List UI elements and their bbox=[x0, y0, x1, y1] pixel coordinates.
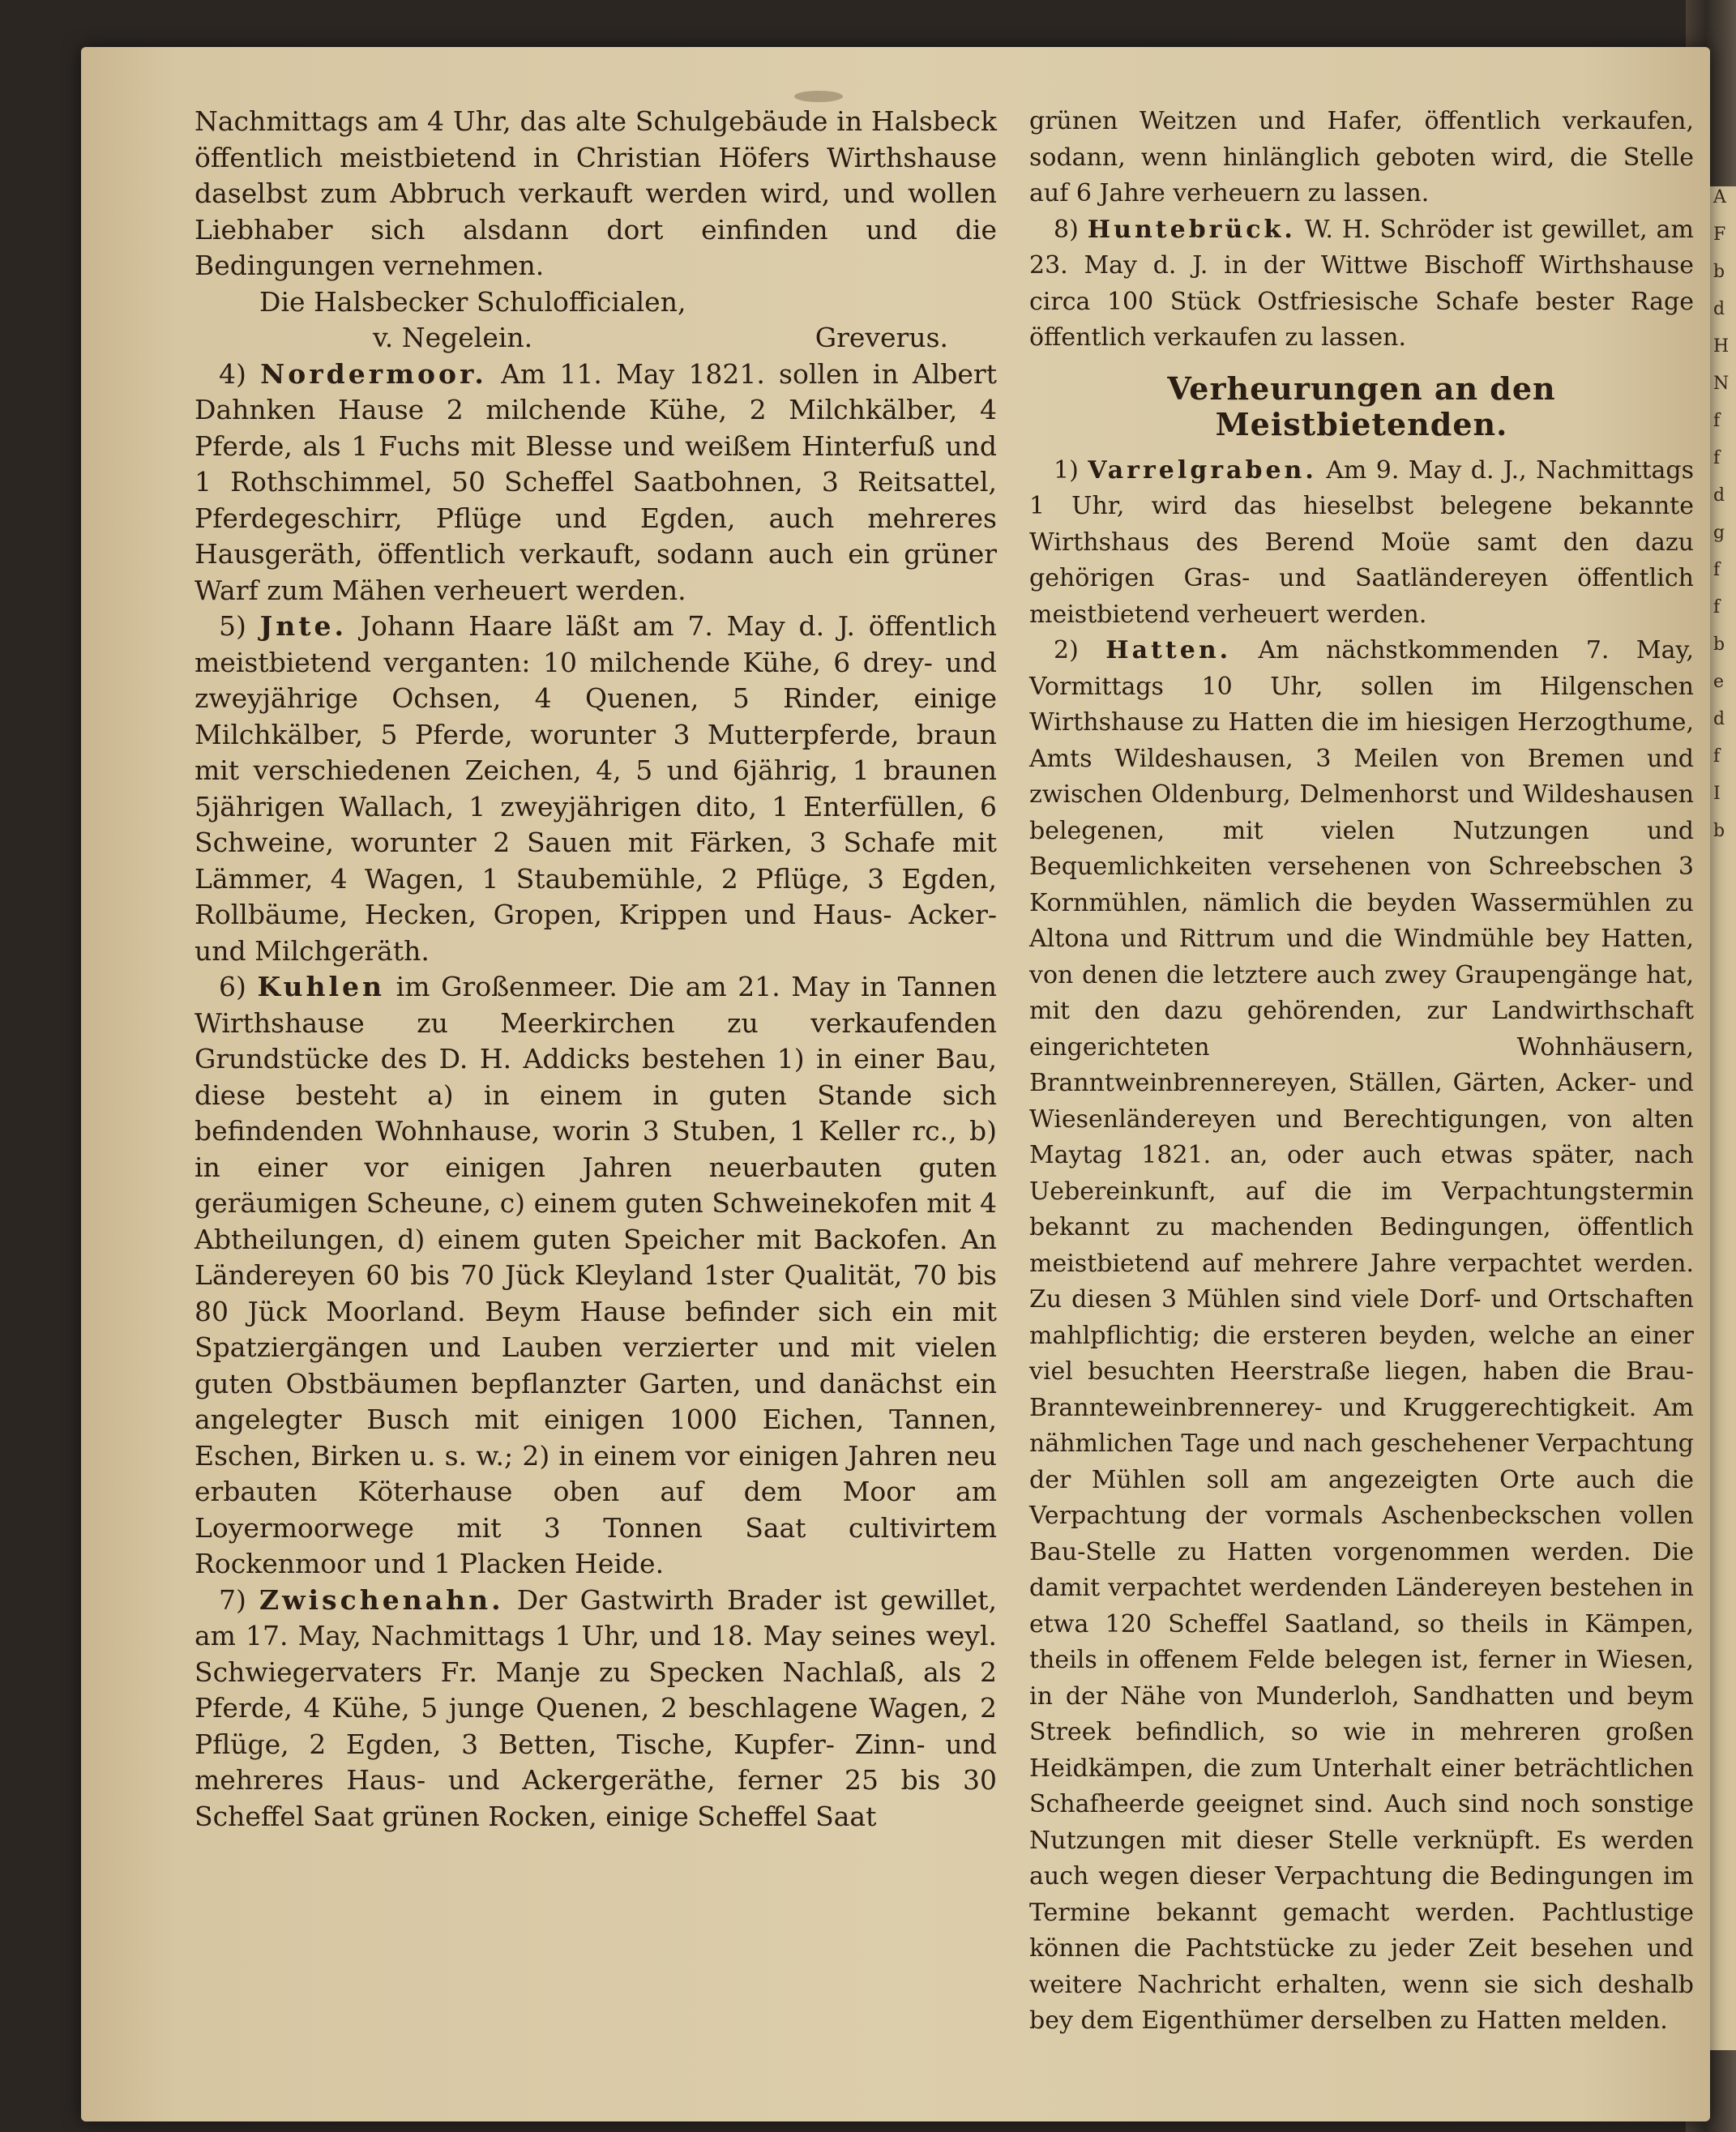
left-column bbox=[195, 104, 997, 1835]
entry-number: 1) bbox=[1054, 455, 1079, 485]
ink-smudge bbox=[794, 91, 843, 102]
next-page-letter: f bbox=[1713, 448, 1721, 468]
next-page-letter: H bbox=[1713, 336, 1730, 357]
entry-place: Jnte. bbox=[259, 610, 347, 642]
continued-paragraph: Nachmittags am 4 Uhr, das alte Schulgebäude in Halsbeck öffentlich meistbietend in Christian Höfers Wirthshause daselbst zum Abbruch verkauft werden wird, und wollen Liebhaber sich alsdann dort einfinden und die Bedingungen vernehmen. bbox=[195, 105, 997, 281]
next-page-letter: f bbox=[1713, 746, 1721, 767]
entry-number: 4) bbox=[219, 357, 246, 390]
entry-place: Kuhlen bbox=[257, 971, 385, 1002]
next-page-letter: d bbox=[1713, 299, 1725, 319]
signature-name: v. Negelein. bbox=[373, 322, 533, 353]
next-page-letter: e bbox=[1713, 672, 1725, 692]
entry-number: 7) bbox=[219, 1583, 246, 1616]
next-page-letter: I bbox=[1713, 784, 1721, 804]
notice-entry-6 bbox=[195, 969, 997, 1583]
next-page-edge bbox=[1708, 186, 1736, 2050]
next-page-letter: d bbox=[1713, 709, 1725, 729]
entry-text: W. H. Schröder ist gewillet, am 23. May d. J. in der Wittwe Bischoff Wirthshause circa 100 Stück Ostfriesische Schafe bester Rage öffentlich verkaufen zu lassen. bbox=[1029, 215, 1694, 352]
next-page-letter: f bbox=[1713, 597, 1721, 617]
entry-text: im Großenmeer. Die am 21. May in Tannen Wirthshause zu Meerkirchen zu verkaufenden Grundstücke des D. H. Addicks bestehen 1) in einer Bau, diese besteht a) in einem in guten Stande sich befindenden Wohnhause, worin 3 Stuben, 1 Keller rc., b) in einer vor einigen Jahren neuerbauten guten geräumigen Scheune, c) einem guten Schweinekofen mit 4 Abtheilungen, d) einem guten Speicher mit Backofen. An Ländereyen 60 bis 70 Jück Kleyland 1ster Qualität, 70 bis 80 Jück Moorland. Beym Hause befinder sich ein mit Spatziergängen und Lauben verzierter und mit vielen guten Obstbäumen bepflanzter Garten, und danächst ein angelegter Busch mit einigen 1000 Eichen, Tannen, Eschen, Birken u. s. w.; 2) in einem vor einigen Jahren neu erbauten Köterhause oben auf dem Moor am Loyermoorwege mit 3 Tonnen Saat cultivirtem Rockenmoor und 1 Placken Heide. bbox=[195, 971, 997, 1579]
section-heading: Verheurungen an den Meistbietenden. bbox=[1167, 370, 1556, 442]
next-page-letter: A bbox=[1713, 187, 1726, 207]
entry-text: Am 11. May 1821. sollen in Albert Dahnken Hause 2 milchende Kühe, 2 Milchkälber, 4 Pferde, als 1 Fuchs mit Blesse und weißem Hinterfuß und 1 Rothschimmel, 50 Scheffel Saatbohnen, 3 Reitsattel, Pferdegeschirr, Pflüge und Egden, auch mehreres Hausgeräth, öffentlich verkauft, sodann auch ein grüner Warf zum Mähen verheuert werden. bbox=[195, 357, 997, 606]
entry-text: Der Gastwirth Brader ist gewillet, am 17. May, Nachmittags 1 Uhr, und 18. May seines weyl. Schwiegervaters Fr. Manje zu Specken Nachlaß, als 2 Pferde, 4 Kühe, 5 junge Quenen, 2 beschlagene Wagen, 2 Pflüge, 2 Egden, 3 Betten, Tische, Kupfer- Zinn- und mehreres Haus- und Ackergeräthe, ferner 25 bis 30 Scheffel Saat grünen Rocken, einige Scheffel Saat bbox=[195, 1583, 998, 1832]
next-page-letter: b bbox=[1713, 634, 1725, 655]
next-page-letter: F bbox=[1713, 224, 1726, 245]
next-page-letter: f bbox=[1713, 560, 1721, 580]
continued-paragraph: grünen Weitzen und Hafer, öffentlich verkaufen, sodann, wenn hinlänglich geboten wird, die Stelle auf 6 Jahre verheuern zu lassen. bbox=[1029, 107, 1694, 207]
next-page-letter: d bbox=[1713, 485, 1725, 506]
entry-number: 5) bbox=[219, 610, 246, 642]
entry-number: 8) bbox=[1054, 215, 1079, 244]
entry-text: Am nächstkommenden 7. May, Vormittags 10 Uhr, sollen im Hilgenschen Wirthshause zu Hatten die im hiesigen Herzogthume, Amts Wildeshausen, 3 Meilen von Bremen und zwischen Oldenburg, Delmenhorst und Wildeshausen belegenen, mit vielen Nutzungen und Bequemlichkeiten versehenen von Schreebschen 3 Kornmühlen, nämlich die beyden Wassermühlen zu Altona und Rittrum und die Windmühle bey Hatten, von denen die letztere auch zwey Graupengänge hat, mit den dazu gehörenden, zur Landwirthschaft eingerichteten Wohnhäusern, Branntweinbrennereyen, Ställen, Gärten, Acker- und Wiesenländereyen und Berechtigungen, von alten Maytag 1821. an, oder auch etwas später, nach Uebereinkunft, auf die im Verpachtungstermin bekannt zu machenden Bedingungen, öffentlich meistbietend auf mehrere Jahre verpachtet werden. Zu diesen 3 Mühlen sind viele Dorf- und Ortschaften mahlpflichtig; die ersteren beyden, welche an einer viel besuchten Heerstraße liegen, haben die Brau- Brannteweinbrennerey- und Kruggerechtigkeit. Am nähmlichen Tage und nach geschehener Verpachtung der Mühlen soll am angezeigten Orte auch die Verpachtung der vormals Aschenbeckschen vollen Bau-Stelle zu Hatten vorgenommen werden. Die damit verpachtet werdenden Ländereyen bestehen in etwa 120 Scheffel Saatland, so theils in Kämpen, theils in offenem Felde belegen ist, ferner in Wiesen, in der Nähe von Munderloh, Sandhatten und beym Streek befindlich, so wie in mehreren großen Heidkämpen, die zum Unterhalt einer beträchtlichen Schafheerde geeignet sind. Auch sind noch sonstige Nutzungen mit dieser Stelle verknüpft. Es werden auch wegen dieser Verpachtung die Bedingungen im Termine bekannt gemacht werden. Pachtlustige können die Pachtstücke zu jeder Zeit besehen und weitere Nachricht erhalten, wenn sie sich deshalb bey dem Eigenthümer derselben zu Hatten melden. bbox=[1029, 636, 1694, 2035]
entry-place: Hatten. bbox=[1105, 636, 1232, 664]
notice-entry-8 bbox=[1029, 212, 1694, 357]
entry-number: 2) bbox=[1054, 636, 1079, 664]
notice-entry-4 bbox=[195, 357, 997, 609]
next-page-letter: f bbox=[1713, 411, 1721, 431]
entry-text: Johann Haare läßt am 7. May d. J. öffentlich meistbietend verganten: 10 milchende Kühe, 6 drey- und zweyjährige Ochsen, 4 Quenen, 5 Rinder, einige Milchkälber, 5 Pferde, worunter 3 Mutterpferde, braun mit verschiedenen Zeichen, 4, 5 und 6jährig, 1 braunen 5jährigen Wallach, 1 zweyjährigen dito, 1 Enterfüllen, 6 Schweine, worunter 2 Sauen mit Färken, 3 Schafe mit Lämmer, 4 Wagen, 1 Staubemühle, 2 Pflüge, 3 Egden, Rollbäume, Hecken, Gropen, Krippen und Haus- Acker- und Milchgeräth. bbox=[195, 610, 997, 967]
notice-entry-5 bbox=[195, 609, 997, 969]
right-column bbox=[1029, 104, 1694, 2040]
entry-place: Nordermoor. bbox=[260, 357, 487, 390]
next-page-letter: b bbox=[1713, 821, 1725, 841]
entry-place: Varrelgraben. bbox=[1088, 455, 1317, 485]
notice-entry-7 bbox=[195, 1583, 997, 1835]
entry-place: Zwischenahn. bbox=[259, 1583, 504, 1616]
next-page-letter: b bbox=[1713, 262, 1725, 282]
lease-entry-1 bbox=[1029, 453, 1694, 634]
signature-line: Die Halsbecker Schulofficialen, bbox=[259, 285, 686, 318]
next-page-letter: g bbox=[1713, 523, 1725, 543]
next-page-letter: N bbox=[1713, 374, 1730, 394]
signature-names bbox=[195, 320, 997, 357]
signature-name: Greverus. bbox=[815, 322, 948, 353]
entry-text: Am 9. May d. J., Nachmittags 1 Uhr, wird das hieselbst belegene bekannte Wirthshaus des Berend Moüe samt den dazu gehörigen Gras- und Saatländereyen öffentlich meistbietend verheuert werden. bbox=[1029, 455, 1694, 629]
lease-entry-2 bbox=[1029, 633, 1694, 2040]
entry-place: Huntebrück. bbox=[1087, 215, 1296, 244]
entry-number: 6) bbox=[219, 971, 246, 1002]
